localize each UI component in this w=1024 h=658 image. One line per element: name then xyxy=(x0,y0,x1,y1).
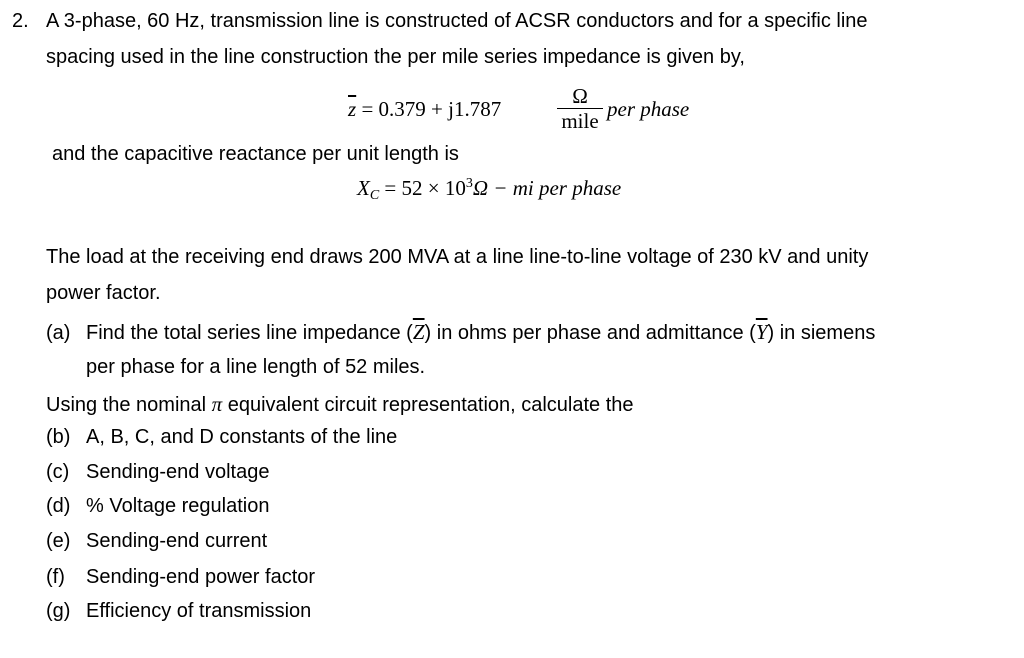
load-line-2: power factor. xyxy=(46,282,161,304)
part-c xyxy=(46,461,269,484)
nominal-text-post: equivalent circuit representation, calculate the xyxy=(222,394,634,416)
intro-line-1: A 3-phase, 60 Hz, transmission line is constructed of ACSR conductors and for a specific line xyxy=(46,10,868,32)
part-a-text-pre: Find the total series line impedance ( xyxy=(86,322,413,344)
part-b xyxy=(46,426,397,449)
load-line-1: The load at the receiving end draws 200 MVA at a line line-to-line voltage of 230 kV and unity xyxy=(46,246,869,268)
ohm-per-mile-fraction xyxy=(556,84,604,133)
fraction-numerator: Ω xyxy=(572,84,588,108)
capacitive-text: and the capacitive reactance per unit length is xyxy=(52,143,459,165)
reactance-subscript: C xyxy=(369,188,380,203)
reactance-equation xyxy=(357,176,621,201)
fraction-denominator: mile xyxy=(561,109,599,133)
part-text: Sending-end voltage xyxy=(86,461,270,483)
part-label: (g) xyxy=(46,600,71,622)
impedance-symbol: $\overline{Z}$ xyxy=(412,320,425,344)
part-text: A, B, C, and D constants of the line xyxy=(86,426,398,448)
impedance-value: 0.379 + j1.787 xyxy=(378,97,502,121)
part-a-label: (a) xyxy=(46,322,71,344)
part-label: (b) xyxy=(46,426,71,448)
part-a-text-post: ) in siemens xyxy=(767,322,876,344)
part-label: (f) xyxy=(46,566,65,588)
nominal-pi-line xyxy=(46,392,634,417)
admittance-symbol: $\overline{Y}$ xyxy=(755,320,768,344)
part-a-text-mid: ) in ohms per phase and admittance ( xyxy=(424,322,756,344)
part-d xyxy=(46,495,269,518)
per-phase-suffix: per phase xyxy=(607,97,690,121)
reactance-unit: Ω − mi per phase xyxy=(472,176,622,200)
part-text: Sending-end power factor xyxy=(86,566,316,588)
part-e xyxy=(46,530,267,553)
part-text: Efficiency of transmission xyxy=(86,600,312,622)
equals-sign: = xyxy=(361,97,374,121)
part-a xyxy=(46,320,875,345)
reactance-exponent: 3 xyxy=(465,176,473,191)
part-text: % Voltage regulation xyxy=(86,495,270,517)
part-f xyxy=(46,566,315,589)
problem-number: 2. xyxy=(12,10,29,32)
part-label: (c) xyxy=(46,461,70,483)
part-label: (d) xyxy=(46,495,71,517)
equals-sign-2: = xyxy=(384,176,397,200)
part-a-line-2: per phase for a line length of 52 miles. xyxy=(86,356,426,378)
reactance-variable: X xyxy=(357,176,370,200)
part-g xyxy=(46,600,311,623)
part-label: (e) xyxy=(46,530,71,552)
pi-symbol: π xyxy=(211,392,223,416)
impedance-equation xyxy=(348,97,501,122)
impedance-variable: $\overline{z}$ xyxy=(348,97,357,121)
intro-line-2: spacing used in the line construction the per mile series impedance is given by, xyxy=(46,46,745,68)
part-text: Sending-end current xyxy=(86,530,268,552)
nominal-text-pre: Using the nominal xyxy=(46,394,212,416)
reactance-value: 52 × 10 xyxy=(401,176,466,200)
